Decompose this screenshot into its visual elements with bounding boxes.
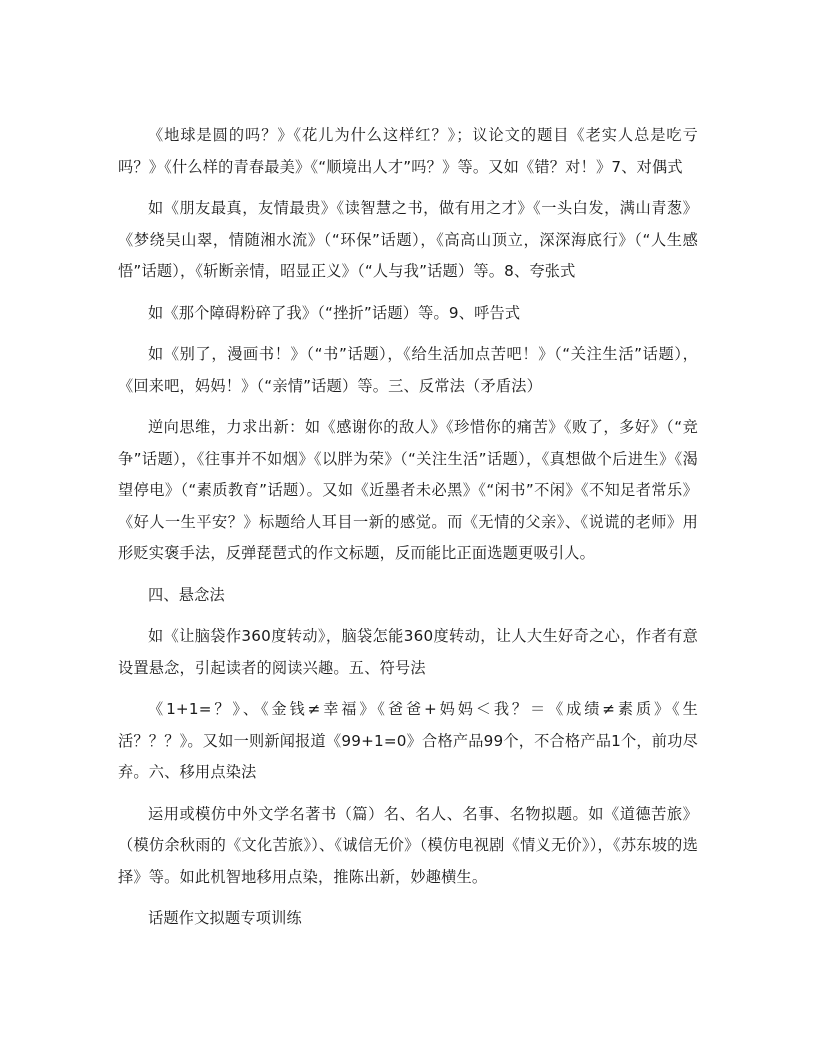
document-body (118, 120, 698, 935)
section-heading-training: 话题作文拟题专项训练 (148, 909, 302, 927)
paragraph-appeal-style: 如《别了，漫画书！》（“书”话题），《给生活加点苦吧！》（“关注生活”话题），《回来吧，妈妈！》（“亲情”话题）等。三、反常法（矛盾法） (118, 345, 698, 395)
paragraph-reverse-thinking: 逆向思维，力求出新：如《感谢你的敌人》《珍惜你的痛苦》《败了，多好》（“竞争”话题），《往事并不如烟》《以胖为荣》（“关注生活”话题），《真想做个后进生》《渴望停电》（“素质教育”话题）。又如《近墨者未必黑》《“闲书”不闲》《不知足者常乐》《好人一生平安？》标题给人耳目一新的感觉。而《无情的父亲》、《说谎的老师》用形贬实褒手法，反弹琵琶式的作文标题，反而能比正面选题更吸引人。 (118, 418, 698, 562)
paragraph-question-titles: 《地球是圆的吗？》《花儿为什么这样红？》；议论文的题目《老实人总是吃亏吗？》《什么样的青春最美》《“顺境出人才”吗？》等。又如《错？对！》7、对偶式 (118, 126, 698, 176)
paragraph-parallel-style: 如《朋友最真，友情最贵》《读智慧之书，做有用之才》《一头白发，满山青葱》《梦绕吴山翠，情随湘水流》（“环保”话题），《高高山顶立，深深海底行》（“人生感悟”话题），《斩断亲情，昭显正义》（“人与我”话题）等。8、夸张式 (118, 199, 698, 280)
section-heading-suspense: 四、悬念法 (148, 585, 225, 604)
paragraph-exaggeration-style: 如《那个障碍粉碎了我》（“挫折”话题）等。9、呼告式 (148, 303, 521, 322)
paragraph-suspense-method: 如《让脑袋作360度转动》，脑袋怎能360度转动，让人大生好奇之心，作者有意设置悬念，引起读者的阅读兴趣。五、符号法 (118, 627, 698, 677)
paragraph-symbol-method: 《1+1=？》、《金钱≠幸福》《爸爸+妈妈＜我？＝《成绩≠素质》《生活？？？》。又如一则新闻报道《99+1=0》合格产品99个，不合格产品1个，前功尽弃。六、移用点染法 (118, 700, 698, 781)
paragraph-borrowing-method: 运用或模仿中外文学名著书（篇）名、名人、名事、名物拟题。如《道德苦旅》（模仿余秋雨的《文化苦旅》）、《诚信无价》（模仿电视剧《情义无价》），《苏东坡的选择》等。如此机智地移用点染，推陈出新，妙趣横生。 (118, 804, 698, 886)
